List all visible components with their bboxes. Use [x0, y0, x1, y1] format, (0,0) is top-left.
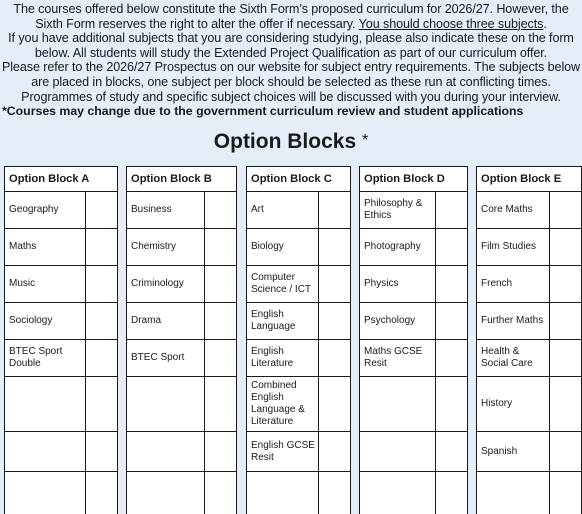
subject-label: Spanish — [481, 445, 518, 457]
subject-row — [127, 432, 236, 472]
subject-choice-box[interactable] — [318, 192, 350, 228]
subject-choice-box[interactable] — [549, 266, 581, 302]
subject-choice-box[interactable] — [318, 472, 350, 514]
subject-label — [360, 377, 435, 431]
subject-label — [127, 472, 204, 514]
subject-row — [360, 472, 467, 514]
option-block-title: Option Block B — [127, 167, 236, 192]
subject-label: History — [481, 398, 513, 409]
option-block-a — [4, 166, 118, 514]
subject-choice-box[interactable] — [85, 229, 117, 265]
subject-row — [5, 340, 117, 377]
subject-choice-box[interactable] — [318, 340, 350, 376]
subject-row — [5, 192, 117, 229]
intro-text-part: Sixth Form reserves the right to alter the offer if necessary. — [35, 16, 359, 31]
subject-choice-box[interactable] — [318, 266, 350, 302]
subject-label: Art — [251, 204, 264, 215]
subject-label — [5, 377, 85, 431]
subject-choice-box[interactable] — [204, 303, 236, 339]
subject-choice-box[interactable] — [549, 229, 581, 265]
subject-choice-box[interactable] — [85, 192, 117, 228]
subject-row — [477, 432, 581, 472]
option-block-title: Option Block C — [247, 167, 350, 192]
subject-row — [5, 377, 117, 432]
subject-label: English Language — [251, 309, 296, 332]
subject-row — [247, 229, 350, 266]
subject-choice-box[interactable] — [204, 432, 236, 471]
subject-row — [360, 266, 467, 303]
subject-choice-box[interactable] — [549, 377, 581, 431]
subject-label: BTEC Sport — [131, 352, 185, 363]
subject-choice-box[interactable] — [85, 432, 117, 471]
subject-label — [477, 472, 549, 514]
option-block-b — [126, 166, 237, 514]
subject-row — [477, 340, 581, 377]
subject-label: Maths — [9, 241, 37, 252]
subject-label: Film Studies — [481, 241, 537, 252]
subject-choice-box[interactable] — [549, 432, 581, 471]
subject-label: Physics — [364, 278, 399, 289]
subject-label: English Literature — [251, 346, 294, 369]
subject-label: Biology — [251, 241, 284, 252]
intro-line: Please refer to the 2026/27 Prospectus on our website for subject entry requirements. The subjects below — [1, 60, 581, 75]
subject-choice-box[interactable] — [435, 192, 467, 228]
subject-label: Drama — [131, 315, 162, 326]
curriculum-notice: *Courses may change due to the government curriculum review and student applications — [2, 104, 524, 118]
intro-text — [0, 2, 582, 104]
subject-row — [477, 266, 581, 303]
subject-label: Further Maths — [481, 315, 544, 326]
subject-row — [360, 229, 467, 266]
subject-row — [247, 340, 350, 377]
subject-choice-box[interactable] — [85, 303, 117, 339]
subject-label: Chemistry — [131, 241, 177, 252]
subject-row — [477, 472, 581, 514]
subject-label: Maths GCSE Resit — [364, 346, 423, 369]
subject-choice-box[interactable] — [549, 192, 581, 228]
subject-row — [5, 266, 117, 303]
subject-choice-box[interactable] — [318, 377, 350, 431]
subject-row — [360, 340, 467, 377]
subject-row — [360, 303, 467, 340]
subject-choice-box[interactable] — [85, 377, 117, 431]
subject-label: Combined English Language & Literature — [251, 380, 305, 427]
subject-label: Criminology — [131, 278, 184, 289]
subject-choice-box[interactable] — [204, 266, 236, 302]
subject-label: English GCSE Resit — [251, 439, 315, 463]
option-block-title: Option Block A — [5, 167, 117, 192]
subject-label — [5, 432, 85, 471]
heading-asterisk: * — [361, 132, 369, 149]
subject-label: BTEC Sport Double — [9, 346, 63, 369]
subject-choice-box[interactable] — [204, 472, 236, 514]
option-block-title: Option Block D — [360, 167, 467, 192]
subject-label: Music — [9, 278, 36, 289]
subject-row — [247, 192, 350, 229]
option-block-e — [476, 166, 582, 514]
intro-line: If you have additional subjects that you are considering studying, please also indicate these on the form — [8, 31, 574, 46]
subject-row — [127, 192, 236, 229]
intro-line: are placed in blocks, one subject per block should be selected as these run at conflicting times. — [31, 74, 551, 89]
subject-row — [247, 377, 350, 432]
subject-choice-box[interactable] — [318, 229, 350, 265]
subject-choice-box[interactable] — [435, 340, 467, 376]
subject-label: French — [481, 278, 513, 289]
subject-choice-box[interactable] — [204, 192, 236, 228]
subject-choice-box[interactable] — [435, 266, 467, 302]
subject-choice-box[interactable] — [549, 340, 581, 376]
subject-label — [360, 432, 435, 471]
intro-text-part: . — [543, 16, 547, 31]
subject-choice-box[interactable] — [85, 472, 117, 514]
subject-row — [360, 432, 467, 472]
subject-choice-box[interactable] — [204, 377, 236, 431]
subject-row — [5, 432, 117, 472]
subject-label — [127, 377, 204, 431]
subject-row — [127, 377, 236, 432]
subject-row — [127, 340, 236, 377]
subject-choice-box[interactable] — [549, 472, 581, 514]
subject-row — [360, 192, 467, 229]
subject-row — [5, 229, 117, 266]
subject-row — [127, 472, 236, 514]
subject-row — [477, 229, 581, 266]
subject-label: Geography — [9, 204, 59, 215]
option-block-d — [359, 166, 468, 514]
subject-row — [247, 472, 350, 514]
subject-row — [5, 472, 117, 514]
subject-row — [247, 432, 350, 472]
subject-choice-box[interactable] — [85, 340, 117, 376]
subject-row — [127, 266, 236, 303]
subject-label — [5, 472, 85, 514]
subject-choice-box[interactable] — [435, 472, 467, 514]
subject-label: Computer Science / ICT — [251, 272, 312, 295]
intro-line: below. All students will study the Extended Project Qualification as part of our curriculum offer. — [34, 45, 548, 60]
subject-choice-box[interactable] — [204, 229, 236, 265]
subject-label: Business — [131, 204, 172, 215]
subject-row — [127, 229, 236, 266]
option-block-title: Option Block E — [477, 167, 581, 192]
subject-choice-box[interactable] — [85, 266, 117, 302]
subject-row — [5, 303, 117, 340]
subject-row — [477, 303, 581, 340]
subject-choice-box[interactable] — [549, 303, 581, 339]
subject-row — [477, 377, 581, 432]
subject-label: Philosophy & Ethics — [364, 198, 423, 221]
subject-label: Health & Social Care — [481, 346, 533, 369]
intro-line: The courses offered below constitute the Sixth Form’s proposed curriculum for 2026/27. However, the — [13, 2, 569, 16]
option-blocks-heading — [0, 130, 582, 154]
subject-label: Core Maths — [481, 204, 533, 215]
subject-label — [360, 472, 435, 514]
subject-choice-box[interactable] — [318, 432, 350, 471]
heading-title: Option Blocks — [213, 130, 357, 153]
intro-line — [0, 17, 582, 32]
subject-label: Photography — [364, 241, 421, 252]
subject-choice-box[interactable] — [435, 377, 467, 431]
subject-row — [360, 377, 467, 432]
subject-label — [247, 472, 318, 514]
subject-choice-box[interactable] — [435, 432, 467, 471]
subject-row — [477, 192, 581, 229]
subject-choice-box[interactable] — [204, 340, 236, 376]
intro-line: Programmes of study and specific subject choices will be discussed with you during your interview. — [21, 89, 561, 104]
choose-three-instruction: You should choose three subjects — [358, 16, 544, 31]
subject-choice-box[interactable] — [318, 303, 350, 339]
subject-row — [127, 303, 236, 340]
subject-row — [247, 303, 350, 340]
subject-row — [247, 266, 350, 303]
subject-choice-box[interactable] — [435, 229, 467, 265]
option-block-c — [246, 166, 351, 514]
subject-choice-box[interactable] — [435, 303, 467, 339]
subject-label: Psychology — [364, 315, 416, 326]
subject-label — [127, 432, 204, 471]
subject-label: Sociology — [9, 315, 53, 326]
